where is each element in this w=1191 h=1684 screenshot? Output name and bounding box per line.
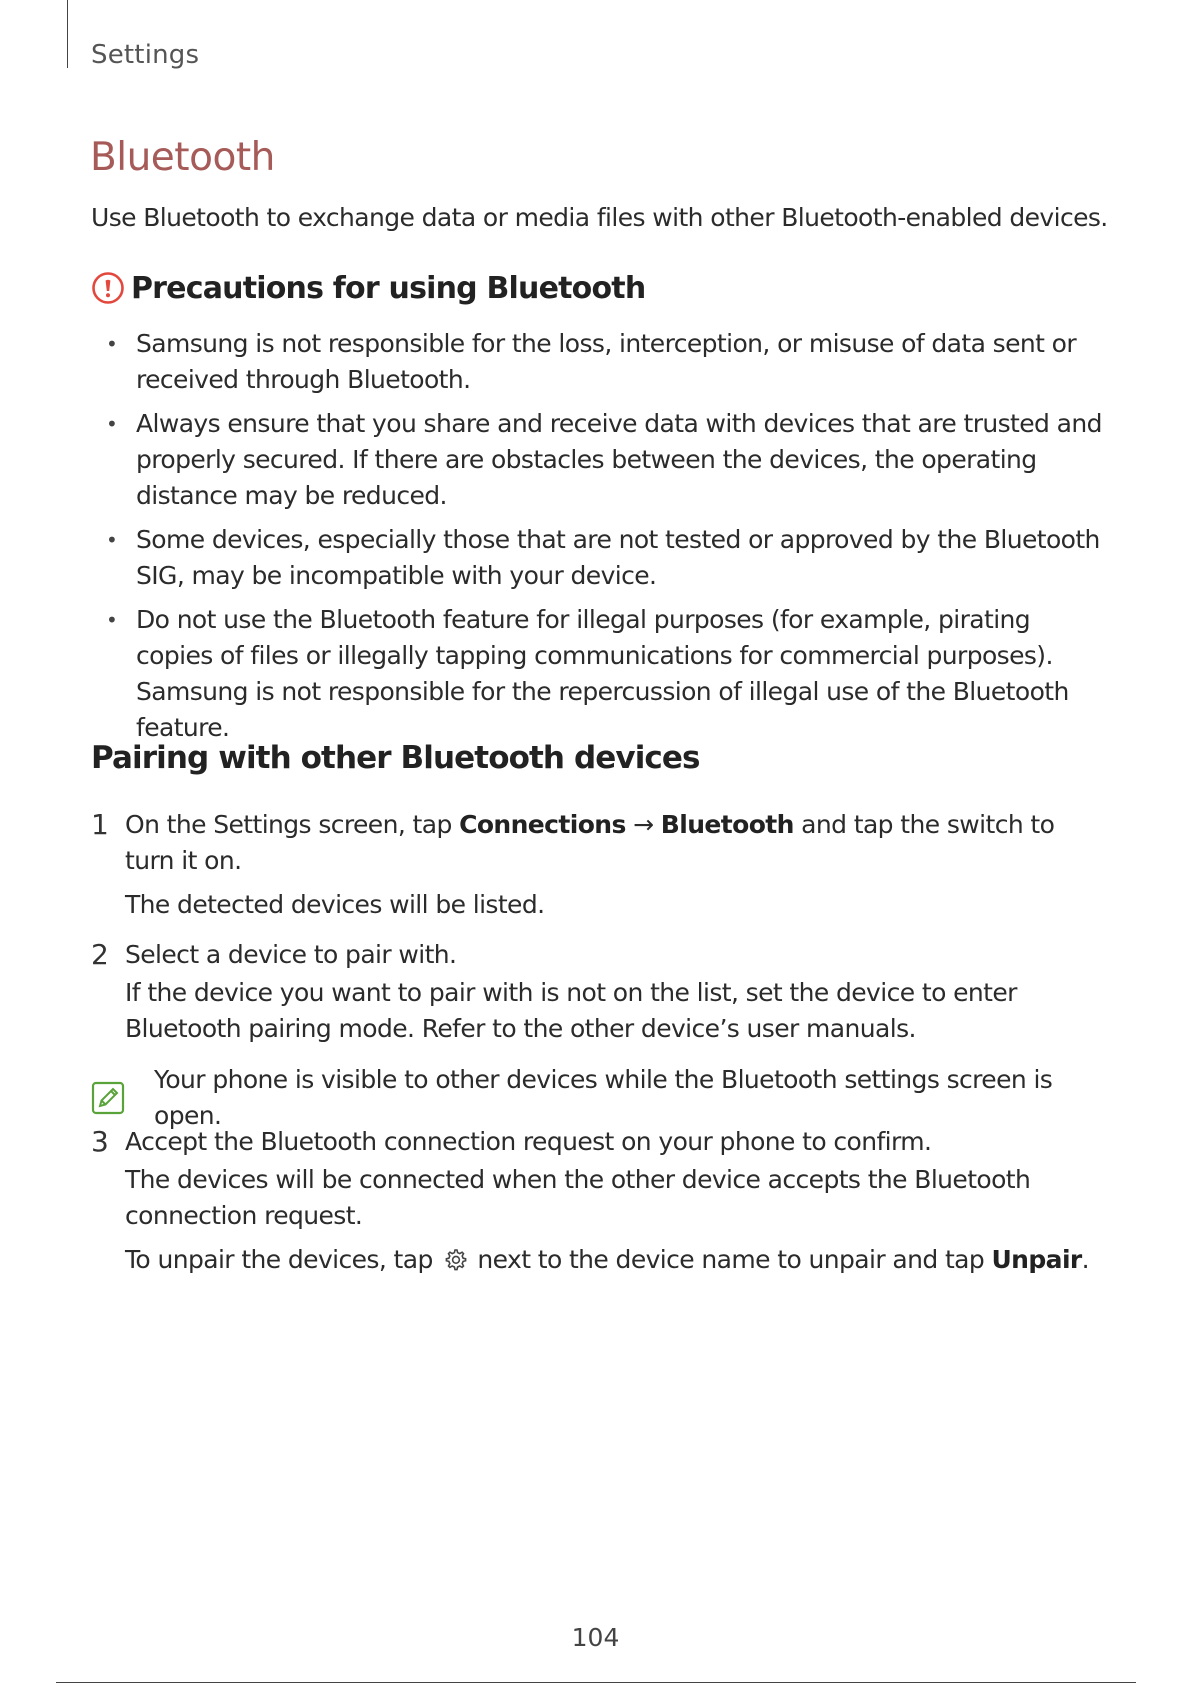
bullet-icon: • xyxy=(106,332,118,356)
menu-bluetooth: Bluetooth xyxy=(660,810,794,839)
step-text: On the Settings screen, tap xyxy=(125,810,460,839)
step-2-detail: If the device you want to pair with is not on the list, set the device to enter Bluetooth pairing mode. Refer to the other device’s user manuals. xyxy=(125,978,1017,1043)
step-3-detail: The devices will be connected when the other device accepts the Bluetooth connection request. xyxy=(125,1165,1031,1230)
step-1-instruction xyxy=(125,807,1101,879)
pairing-heading: Pairing with other Bluetooth devices xyxy=(91,740,700,776)
gear-icon xyxy=(442,1247,468,1273)
page-title: Bluetooth xyxy=(90,135,275,180)
list-item-text: Samsung is not responsible for the loss, interception, or misuse of data sent or received through Bluetooth. xyxy=(136,329,1077,394)
list-item-text: Do not use the Bluetooth feature for illegal purposes (for example, pirating copies of files or illegally tapping communications for commercial purposes). Samsung is not responsible for the repercussion of illegal use of the Bluetooth feature. xyxy=(136,605,1069,742)
step-1 xyxy=(91,807,1101,923)
step-3-instruction: Accept the Bluetooth connection request on your phone to confirm. xyxy=(125,1127,932,1156)
step-text: To unpair the devices, tap xyxy=(125,1245,441,1274)
note-icon xyxy=(91,1081,125,1115)
step-3-unpair xyxy=(125,1242,1101,1278)
caution-icon xyxy=(91,271,125,305)
step-text: . xyxy=(1081,1245,1090,1274)
bullet-icon: • xyxy=(106,412,118,436)
step-number: 2 xyxy=(91,938,109,971)
note-text: Your phone is visible to other devices while the Bluetooth settings screen is open. xyxy=(154,1065,1053,1130)
list-item xyxy=(104,522,1114,594)
step-2-instruction: Select a device to pair with. xyxy=(125,940,457,969)
precautions-heading xyxy=(91,268,645,308)
list-item xyxy=(104,326,1114,398)
step-number: 3 xyxy=(91,1125,109,1158)
section-label: Settings xyxy=(91,40,200,70)
step-1-detail: The detected devices will be listed. xyxy=(125,890,545,919)
step-3 xyxy=(91,1124,1101,1278)
list-item-text: Always ensure that you share and receive data with devices that are trusted and properly secured. If there are obstacles between the devices, the operating distance may be reduced. xyxy=(136,409,1102,510)
step-number: 1 xyxy=(91,808,109,841)
precautions-list xyxy=(104,326,1114,754)
footer-divider xyxy=(56,1682,1136,1683)
bullet-icon: • xyxy=(106,528,118,552)
step-2 xyxy=(91,937,1101,1047)
header-divider xyxy=(67,0,68,68)
list-item xyxy=(104,406,1114,514)
step-text: and tap the switch to turn it on. xyxy=(125,810,1055,875)
list-item-text: Some devices, especially those that are not tested or approved by the Bluetooth SIG, may be incompatible with your device. xyxy=(136,525,1100,590)
precautions-heading-text: Precautions for using Bluetooth xyxy=(131,270,646,306)
arrow-separator: → xyxy=(625,810,661,839)
bullet-icon: • xyxy=(106,608,118,632)
unpair-label: Unpair xyxy=(991,1245,1082,1274)
list-item xyxy=(104,602,1114,746)
intro-text: Use Bluetooth to exchange data or media files with other Bluetooth-enabled devices. xyxy=(91,203,1108,232)
menu-connections: Connections xyxy=(459,810,626,839)
step-text: next to the device name to unpair and tap xyxy=(470,1245,992,1274)
page-number: 104 xyxy=(571,1623,620,1652)
